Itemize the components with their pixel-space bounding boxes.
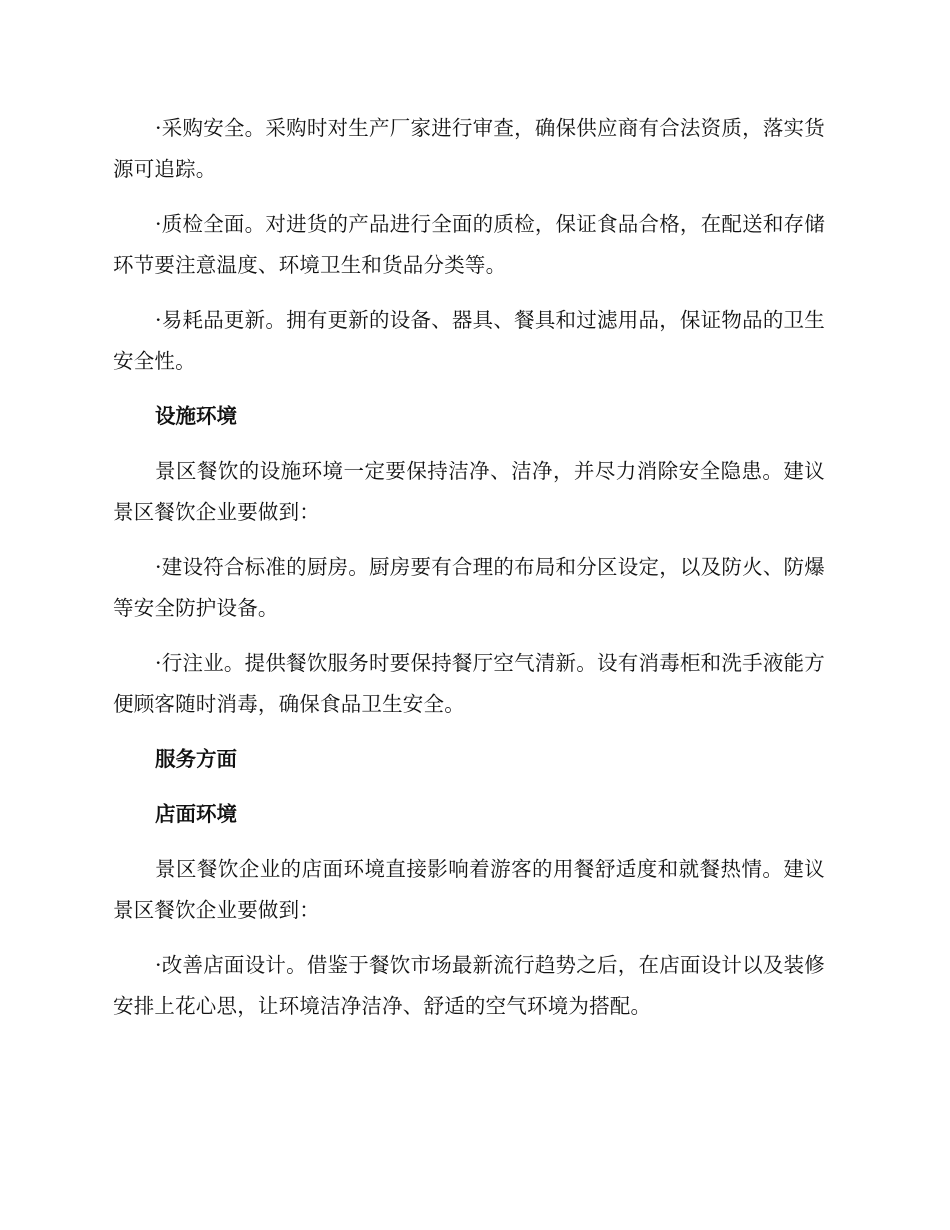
document-body <box>113 108 825 1041</box>
bullet-consumables-update: ·易耗品更新。拥有更新的设备、器具、餐具和过滤用品，保证物品的卫生安全性。 <box>113 308 825 373</box>
storefront-intro: 景区餐饮企业的店面环境直接影响着游客的用餐舒适度和就餐热情。建议景区餐饮企业要做到： <box>113 857 825 922</box>
bullet-quality-inspection: ·质检全面。对进货的产品进行全面的质检，保证食品合格，在配送和存储环节要注意温度、环境卫生和货品分类等。 <box>113 212 825 277</box>
section-heading-storefront: 店面环境 <box>155 802 237 826</box>
section-heading-facilities: 设施环境 <box>155 404 237 428</box>
bullet-storefront-design: ·改善店面设计。借鉴于餐饮市场最新流行趋势之后，在店面设计以及装修安排上花心思，让环境洁净洁净、舒适的空气环境为搭配。 <box>113 953 825 1018</box>
section-heading-service: 服务方面 <box>155 747 237 771</box>
bullet-kitchen-standards: ·建设符合标准的厨房。厨房要有合理的布局和分区设定，以及防火、防爆等安全防护设备。 <box>113 555 825 620</box>
facilities-intro: 景区餐饮的设施环境一定要保持洁净、洁净，并尽力消除安全隐患。建议景区餐饮企业要做到： <box>113 459 825 524</box>
bullet-procurement-safety: ·采购安全。采购时对生产厂家进行审查，确保供应商有合法资质，落实货源可追踪。 <box>113 116 825 181</box>
bullet-dining-hygiene: ·行注业。提供餐饮服务时要保持餐厅空气清新。设有消毒柜和洗手液能方便顾客随时消毒，确保食品卫生安全。 <box>113 651 825 716</box>
